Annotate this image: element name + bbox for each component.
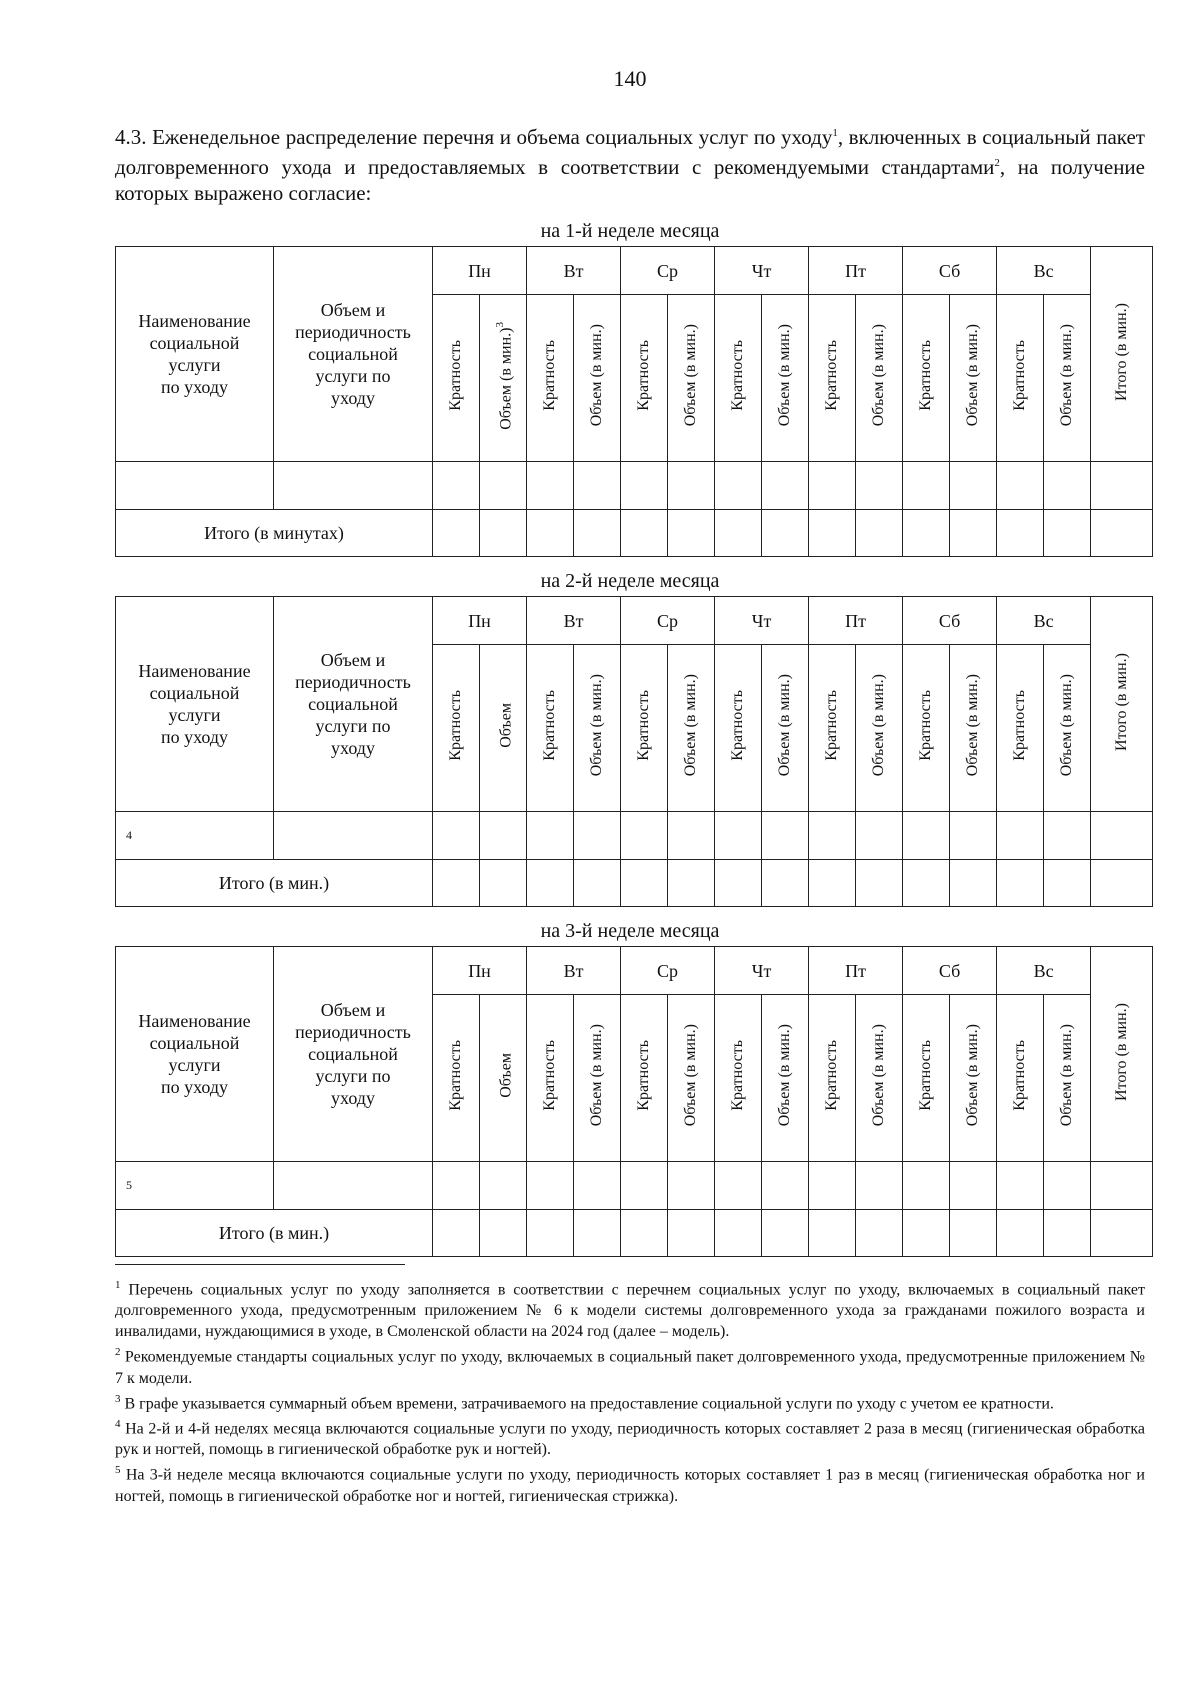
header-volume (668, 995, 715, 1162)
schedule-cell[interactable] (997, 462, 1044, 510)
header-frequency-label: Кратность (729, 1040, 747, 1111)
footnote-number: 3 (115, 1392, 121, 1405)
total-schedule-cell[interactable] (1044, 1210, 1091, 1257)
header-frequency-label: Кратность (635, 690, 653, 761)
total-schedule-cell[interactable] (527, 1210, 574, 1257)
header-volume (762, 995, 809, 1162)
total-schedule-cell[interactable] (480, 1210, 527, 1257)
header-frequency-label: Кратность (541, 1040, 559, 1111)
header-volume-label: Объем (в мин.)$^3$ (493, 321, 515, 430)
schedule-cell[interactable] (809, 462, 856, 510)
schedule-cell[interactable] (715, 462, 762, 510)
grand-total-cell[interactable] (1091, 1210, 1153, 1257)
total-schedule-cell[interactable] (668, 510, 715, 557)
week-title: на 1-й неделе месяца (540, 220, 720, 242)
header-frequency (433, 645, 480, 812)
header-volume (950, 295, 997, 462)
schedule-cell[interactable] (856, 1162, 903, 1210)
header-volume-label: Объем (в мин.) (776, 1024, 794, 1127)
total-schedule-cell[interactable] (1044, 510, 1091, 557)
total-cell[interactable] (1091, 812, 1153, 860)
header-frequency (527, 295, 574, 462)
schedule-cell[interactable] (433, 462, 480, 510)
schedule-cell[interactable] (621, 462, 668, 510)
schedule-cell[interactable] (1044, 812, 1091, 860)
header-day: Чт (715, 947, 809, 995)
total-schedule-cell[interactable] (856, 510, 903, 557)
header-frequency (809, 295, 856, 462)
header-day: Пн (433, 597, 527, 645)
header-frequency-label: Кратность (823, 690, 841, 761)
footnote (115, 1389, 1145, 1414)
header-frequency-label: Кратность (541, 340, 559, 411)
header-frequency-label: Кратность (635, 340, 653, 411)
header-volume (480, 295, 527, 462)
total-schedule-cell[interactable] (621, 860, 668, 907)
header-volume (574, 645, 621, 812)
total-schedule-cell[interactable] (903, 1210, 950, 1257)
header-total-label: Итого (в мин.) (1112, 652, 1130, 751)
header-volume-label: Объем (в мин.) (1058, 324, 1076, 427)
header-frequency (997, 645, 1044, 812)
header-total-label: Итого (в мин.) (1112, 1002, 1130, 1101)
total-schedule-cell[interactable] (809, 510, 856, 557)
schedule-cell[interactable] (480, 462, 527, 510)
footnote-number: 2 (115, 1346, 121, 1359)
schedule-cell[interactable] (668, 812, 715, 860)
header-frequency-label: Кратность (729, 690, 747, 761)
header-day: Пт (809, 247, 903, 295)
header-total-label: Итого (в мин.) (1112, 302, 1130, 401)
schedule-cell[interactable] (997, 812, 1044, 860)
header-total (1091, 947, 1153, 1162)
header-frequency-label: Кратность (447, 1040, 464, 1111)
total-schedule-cell[interactable] (621, 1210, 668, 1257)
header-volume-label: Объем (в мин.) (682, 1024, 700, 1127)
footnote-separator (115, 1264, 405, 1265)
total-row-label: Итого (в минутах) (116, 510, 433, 557)
header-volume (856, 645, 903, 812)
header-frequency-label: Кратность (917, 1040, 935, 1111)
intro-text-3: , на получение которых выражено согласие: (115, 155, 1145, 205)
total-schedule-cell[interactable] (809, 860, 856, 907)
header-frequency-label: Кратность (447, 340, 464, 411)
header-day: Ср (621, 947, 715, 995)
total-schedule-cell[interactable] (1044, 860, 1091, 907)
intro-text-2: , включенных в социальный пакет долговременного ухода и предоставляемых в соответствии с рекомендуемыми стандартами (115, 125, 1145, 179)
header-frequency-label: Кратность (1011, 690, 1029, 761)
header-frequency-label: Кратность (1011, 1040, 1029, 1111)
header-day: Вс (997, 247, 1091, 295)
header-service-name: Наименование социальной услуги по уходу (116, 247, 274, 462)
schedule-cell[interactable] (809, 1162, 856, 1210)
total-schedule-cell[interactable] (762, 1210, 809, 1257)
total-schedule-cell[interactable] (762, 510, 809, 557)
schedule-cell[interactable] (1044, 1162, 1091, 1210)
total-schedule-cell[interactable] (997, 510, 1044, 557)
footnote-text: В графе указывается суммарный объем времени, затрачиваемого на предоставление социальной услуги по уходу с учетом ее кратности. (120, 1394, 1054, 1412)
total-schedule-cell[interactable] (574, 510, 621, 557)
header-volume (950, 995, 997, 1162)
header-day: Чт (715, 597, 809, 645)
total-schedule-cell[interactable] (715, 510, 762, 557)
total-schedule-cell[interactable] (668, 860, 715, 907)
schedule-cell[interactable] (621, 1162, 668, 1210)
total-schedule-cell[interactable] (903, 510, 950, 557)
header-frequency (997, 295, 1044, 462)
schedule-cell[interactable] (527, 812, 574, 860)
header-volume-label: Объем (в мин.) (1058, 674, 1076, 777)
header-service-name: Наименование социальной услуги по уходу (116, 597, 274, 812)
service-name-cell[interactable] (116, 462, 274, 510)
total-schedule-cell[interactable] (997, 860, 1044, 907)
header-frequency-label: Кратность (917, 690, 935, 761)
page-number: 140 (613, 66, 647, 91)
header-volume-label: Объем (в мин.) (964, 674, 982, 777)
total-schedule-cell[interactable] (527, 510, 574, 557)
header-volume-periodicity: Объем и периодичность социальной услуги по уходу (274, 947, 433, 1162)
header-volume (574, 295, 621, 462)
header-volume-periodicity: Объем и периодичность социальной услуги по уходу (274, 597, 433, 812)
header-volume (762, 295, 809, 462)
intro-text-1: 4.3. Еженедельное распределение перечня и объема социальных услуг по уходу (115, 125, 833, 149)
volume-periodicity-cell[interactable] (274, 1162, 433, 1210)
header-frequency (433, 995, 480, 1162)
schedule-cell[interactable] (715, 1162, 762, 1210)
header-day: Ср (621, 247, 715, 295)
header-day: Сб (903, 947, 997, 995)
header-frequency (903, 645, 950, 812)
weekly-schedule-table (115, 246, 1153, 557)
total-row-label: Итого (в мин.) (116, 860, 433, 907)
week-title: на 2-й неделе месяца (540, 570, 720, 592)
schedule-cell[interactable] (903, 462, 950, 510)
footnote-text: На 3-й неделе месяца включаются социальные услуги по уходу, периодичность которых составляет 1 раз в месяц (гигиеническая обработка ног и ногтей, помощь в гигиенической обработке ног и ногтей, гигиеническая стрижка). (115, 1466, 1145, 1505)
footnote-number: 4 (115, 1417, 121, 1430)
header-volume-label: Объем (497, 1053, 515, 1098)
intro-paragraph (115, 120, 1145, 206)
total-schedule-cell[interactable] (433, 1210, 480, 1257)
header-frequency (903, 995, 950, 1162)
header-volume-label: Объем (в мин.) (870, 674, 888, 777)
header-day: Вс (997, 597, 1091, 645)
header-service-name: Наименование социальной услуги по уходу (116, 947, 274, 1162)
total-schedule-cell[interactable] (433, 510, 480, 557)
header-frequency (621, 995, 668, 1162)
footnotes (115, 1275, 1145, 1507)
schedule-cell[interactable] (903, 812, 950, 860)
total-schedule-cell[interactable] (480, 860, 527, 907)
total-schedule-cell[interactable] (715, 1210, 762, 1257)
header-frequency (997, 995, 1044, 1162)
header-volume-label: Объем (497, 703, 515, 748)
header-volume (480, 645, 527, 812)
footnote-number: 1 (115, 1279, 121, 1291)
schedule-cell[interactable] (480, 1162, 527, 1210)
header-volume (668, 645, 715, 812)
header-volume (762, 645, 809, 812)
header-volume (856, 995, 903, 1162)
total-schedule-cell[interactable] (856, 1210, 903, 1257)
total-row-label: Итого (в мин.) (116, 1210, 433, 1257)
header-volume-label: Объем (в мин.) (870, 1024, 888, 1127)
total-schedule-cell[interactable] (574, 860, 621, 907)
header-day: Пн (433, 947, 527, 995)
header-frequency (527, 645, 574, 812)
week-title: на 3-й неделе месяца (540, 920, 720, 942)
volume-periodicity-cell[interactable] (274, 812, 433, 860)
header-day: Пт (809, 947, 903, 995)
footnote-number: 5 (115, 1464, 121, 1477)
schedule-cell[interactable] (856, 462, 903, 510)
header-frequency (715, 995, 762, 1162)
grand-total-cell[interactable] (1091, 510, 1153, 557)
header-volume-label: Объем (в мин.) (682, 324, 700, 427)
total-schedule-cell[interactable] (621, 510, 668, 557)
schedule-cell[interactable] (527, 462, 574, 510)
header-day: Ср (621, 597, 715, 645)
total-schedule-cell[interactable] (903, 860, 950, 907)
footnote (115, 1414, 1145, 1460)
header-volume (1044, 295, 1091, 462)
footnote-text: Рекомендуемые стандарты социальных услуг по уходу, включаемых в социальный пакет долговременного ухода, предусмотренные приложением № 7 к модели. (115, 1348, 1145, 1387)
header-frequency (433, 295, 480, 462)
header-volume-periodicity: Объем и периодичность социальной услуги по уходу (274, 247, 433, 462)
schedule-cell[interactable] (856, 812, 903, 860)
schedule-cell[interactable] (950, 462, 997, 510)
schedule-cell[interactable] (903, 1162, 950, 1210)
footnote-text: Перечень социальных услуг по уходу заполняется в соответствии с перечнем социальных услуг по уходу, включаемых в социальный пакет долговременного ухода, предусмотренным приложением № 6 к модели системы долговременного ухода за гражданами пожилого возраста и инвалидами, нуждающимися в уходе, в Смоленской области на 2024 год (далее – модель). (115, 1281, 1145, 1341)
total-schedule-cell[interactable] (574, 1210, 621, 1257)
header-frequency (903, 295, 950, 462)
header-frequency-label: Кратность (447, 690, 464, 761)
total-schedule-cell[interactable] (715, 860, 762, 907)
total-schedule-cell[interactable] (762, 860, 809, 907)
header-volume (1044, 645, 1091, 812)
schedule-cell[interactable] (668, 462, 715, 510)
header-volume (1044, 995, 1091, 1162)
total-schedule-cell[interactable] (809, 1210, 856, 1257)
header-volume-label: Объем (в мин.) (776, 674, 794, 777)
schedule-cell[interactable] (762, 462, 809, 510)
total-schedule-cell[interactable] (950, 860, 997, 907)
header-total (1091, 247, 1153, 462)
schedule-cell[interactable] (762, 812, 809, 860)
header-frequency (809, 995, 856, 1162)
weekly-schedule-table (115, 946, 1153, 1257)
header-volume-label: Объем (в мин.) (1058, 1024, 1076, 1127)
header-volume-label: Объем (в мин.) (964, 324, 982, 427)
total-schedule-cell[interactable] (668, 1210, 715, 1257)
header-volume-label: Объем (в мин.) (588, 1024, 606, 1127)
header-volume (856, 295, 903, 462)
schedule-cell[interactable] (762, 1162, 809, 1210)
schedule-cell[interactable] (1044, 462, 1091, 510)
schedule-cell[interactable] (621, 812, 668, 860)
header-total (1091, 597, 1153, 812)
footnote-ref-1: 1 (832, 127, 838, 139)
schedule-cell[interactable] (809, 812, 856, 860)
volume-periodicity-cell[interactable] (274, 462, 433, 510)
header-volume-label: Объем (в мин.) (682, 674, 700, 777)
service-name-cell[interactable]: 5 (116, 1162, 274, 1210)
service-name-cell[interactable]: 4 (116, 812, 274, 860)
schedule-cell[interactable] (433, 1162, 480, 1210)
header-day: Чт (715, 247, 809, 295)
header-volume-label: Объем (в мин.) (776, 324, 794, 427)
grand-total-cell[interactable] (1091, 860, 1153, 907)
total-schedule-cell[interactable] (527, 860, 574, 907)
total-cell[interactable] (1091, 462, 1153, 510)
footnote (115, 1460, 1145, 1506)
header-day: Вт (527, 597, 621, 645)
header-frequency-label: Кратность (729, 340, 747, 411)
header-volume (480, 995, 527, 1162)
header-frequency (621, 295, 668, 462)
header-frequency-label: Кратность (541, 690, 559, 761)
footnote-text: На 2-й и 4-й неделях месяца включаются социальные услуги по уходу, периодичность которых составляет 2 раза в месяц (гигиеническая обработка рук и ногтей, помощь в гигиенической обработке рук и ногтей). (115, 1420, 1145, 1459)
header-volume (574, 995, 621, 1162)
header-day: Вт (527, 947, 621, 995)
schedule-cell[interactable] (480, 812, 527, 860)
header-day: Вт (527, 247, 621, 295)
header-volume (668, 295, 715, 462)
header-day: Сб (903, 597, 997, 645)
header-frequency-label: Кратность (1011, 340, 1029, 411)
header-volume-label: Объем (в мин.) (870, 324, 888, 427)
total-schedule-cell[interactable] (856, 860, 903, 907)
total-cell[interactable] (1091, 1162, 1153, 1210)
total-schedule-cell[interactable] (950, 1210, 997, 1257)
schedule-cell[interactable] (950, 812, 997, 860)
header-frequency (527, 995, 574, 1162)
header-frequency-label: Кратность (917, 340, 935, 411)
weekly-schedule-table (115, 596, 1153, 907)
total-schedule-cell[interactable] (480, 510, 527, 557)
header-frequency-label: Кратность (635, 1040, 653, 1111)
header-frequency-label: Кратность (823, 1040, 841, 1111)
header-volume (950, 645, 997, 812)
total-schedule-cell[interactable] (433, 860, 480, 907)
header-day: Вс (997, 947, 1091, 995)
schedule-cell[interactable] (668, 1162, 715, 1210)
header-day: Пт (809, 597, 903, 645)
schedule-cell[interactable] (433, 812, 480, 860)
schedule-cell[interactable] (574, 1162, 621, 1210)
schedule-cell[interactable] (574, 462, 621, 510)
footnote (115, 1342, 1145, 1388)
schedule-cell[interactable] (715, 812, 762, 860)
total-schedule-cell[interactable] (950, 510, 997, 557)
header-volume-label: Объем (в мин.) (588, 674, 606, 777)
header-frequency (809, 645, 856, 812)
footnote-ref-2: 2 (994, 157, 1000, 169)
schedule-cell[interactable] (997, 1162, 1044, 1210)
header-frequency (715, 295, 762, 462)
header-day: Сб (903, 247, 997, 295)
schedule-cell[interactable] (950, 1162, 997, 1210)
header-volume-label: Объем (в мин.) (964, 1024, 982, 1127)
header-frequency (621, 645, 668, 812)
header-day: Пн (433, 247, 527, 295)
header-frequency (715, 645, 762, 812)
header-volume-label: Объем (в мин.) (588, 324, 606, 427)
schedule-cell[interactable] (574, 812, 621, 860)
header-frequency-label: Кратность (823, 340, 841, 411)
total-schedule-cell[interactable] (997, 1210, 1044, 1257)
schedule-cell[interactable] (527, 1162, 574, 1210)
footnote (115, 1275, 1145, 1342)
